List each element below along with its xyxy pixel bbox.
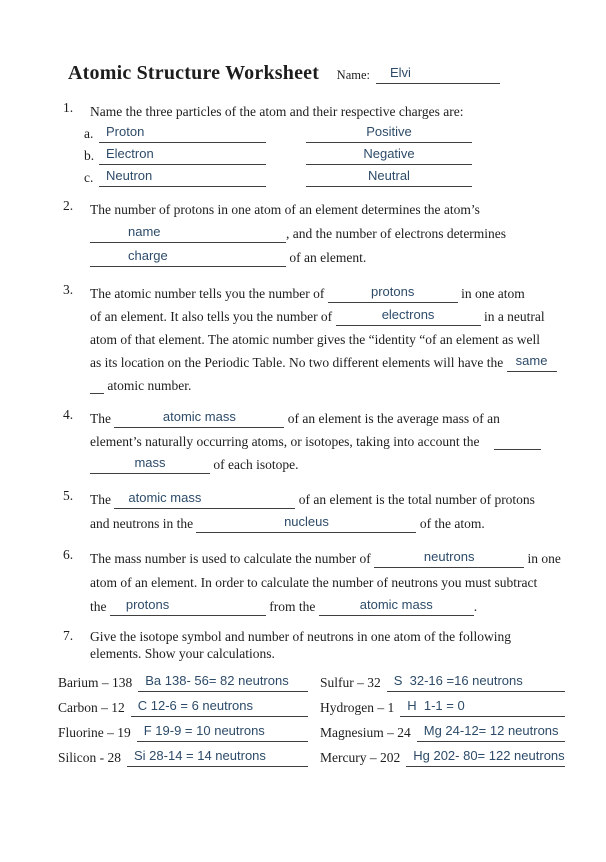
name-area: [337, 67, 500, 84]
question-3-body: [90, 282, 578, 397]
q4-line-1-post: of an element is the average mass of an: [287, 411, 500, 426]
q6-blank-neutrons: [374, 551, 524, 568]
isotope-label-barium: Barium – 138: [58, 675, 133, 690]
question-3-number: 3.: [63, 282, 74, 297]
q1-letter-b: b.: [84, 148, 95, 163]
q3-line-1-post: in one atom: [461, 286, 525, 301]
question-7-body: [90, 628, 578, 662]
q1-particle-blank-b: [99, 148, 266, 165]
isotope-row-barium: [58, 674, 308, 699]
isotope-row-mercury: [320, 749, 565, 774]
q1-charge-blank-a: [306, 126, 472, 143]
q1-row-c: [84, 167, 578, 189]
isotope-answer-silicon: Si 28-14 = 14 neutrons: [134, 748, 266, 763]
q1-particle-answer-b: Electron: [106, 146, 154, 161]
isotope-answer-mercury: Hg 202- 80= 122 neutrons: [413, 748, 565, 763]
q5-line-1-pre: The: [90, 492, 111, 507]
q2-answer-charge: charge: [128, 248, 168, 263]
q6-answer-atomic-mass: atomic mass: [359, 597, 433, 612]
question-6: [63, 547, 578, 619]
q3-answer-same: same: [515, 353, 548, 368]
question-1-number: 1.: [63, 100, 74, 115]
q5-line-2: [90, 512, 578, 536]
q6-line-2: atom of an element. In order to calculate the number of neutrons you must subtract: [90, 575, 538, 590]
isotope-label-mercury: Mercury – 202: [320, 750, 401, 765]
q1-charge-answer-a: Positive: [366, 124, 412, 139]
isotope-label-magnesium: Magnesium – 24: [320, 725, 411, 740]
q6-line-1-post: in one: [527, 551, 561, 566]
q2-line-2-text: , and the number of electrons determines: [286, 226, 507, 241]
isotope-row-hydrogen: [320, 699, 565, 724]
q1-charge-answer-c: Neutral: [368, 168, 410, 183]
q4-line-2: [90, 430, 578, 453]
q3-blank-protons: [328, 286, 458, 303]
isotope-label-hydrogen: Hydrogen – 1: [320, 700, 395, 715]
q3-line-5: [90, 374, 578, 397]
isotope-table: [58, 673, 565, 774]
q3-answer-electrons: electrons: [381, 307, 435, 322]
q7-line-1: Give the isotope symbol and number of neutrons in one atom of the following: [90, 629, 512, 644]
question-5-number: 5.: [63, 488, 74, 503]
question-6-number: 6.: [63, 547, 74, 562]
q3-line-2-post: in a neutral: [483, 309, 545, 324]
q3-blank-same: [507, 355, 557, 372]
q4-line-1: [90, 407, 578, 430]
q6-blank-atomic-mass: [319, 599, 474, 616]
isotope-row-silicon: [58, 749, 308, 774]
isotope-answer-hydrogen: H 1-1 = 0: [407, 698, 465, 713]
isotope-answer-fluorine: F 19-9 = 10 neutrons: [143, 723, 265, 738]
q2-line-3-text: of an element.: [289, 250, 367, 265]
name-value: Elvi: [390, 65, 411, 80]
name-field: [376, 67, 500, 84]
isotope-row-fluorine: [58, 724, 308, 749]
isotope-answer-sulfur: S 32-16 =16 neutrons: [393, 673, 523, 688]
q1-particle-answer-a: Proton: [106, 124, 145, 139]
q6-line-3-pre: the: [90, 599, 107, 614]
q6-line-1-pre: The mass number is used to calculate the number of: [90, 551, 371, 566]
isotope-answer-magnesium: Mg 24-12= 12 neutrons: [423, 723, 559, 738]
q3-line-3: atom of that element. The atomic number gives the “identity “of an element as well: [90, 332, 540, 347]
isotope-column-right: [320, 674, 565, 774]
q4-line-3-text: of each isotope.: [213, 457, 299, 472]
question-2-number: 2.: [63, 198, 74, 213]
q3-line-2-pre: of an element. It also tells you the number of: [90, 309, 333, 324]
q4-answer-mass: mass: [134, 455, 166, 470]
header: [68, 62, 500, 85]
question-4-number: 4.: [63, 407, 74, 422]
isotope-row-sulfur: [320, 674, 565, 699]
q4-answer-atomic-mass: atomic mass: [162, 409, 236, 424]
q7-line-2: elements. Show your calculations.: [90, 646, 275, 661]
q4-line-1-pre: The: [90, 411, 111, 426]
q2-blank-charge: [90, 250, 286, 267]
q5-line-1-post: of an element is the total number of protons: [298, 492, 535, 507]
q5-line-2-post: of the atom.: [419, 516, 485, 531]
q6-line-3: [90, 595, 578, 619]
isotope-label-silicon: Silicon - 28: [58, 750, 121, 765]
isotope-blank-mercury: [406, 749, 564, 767]
q2-line-1: The number of protons in one atom of an element determines the atom’s: [90, 202, 480, 217]
q1-letter-a: a.: [84, 126, 94, 141]
isotope-blank-sulfur: [387, 674, 565, 692]
q3-line-1: [90, 282, 578, 305]
q6-line-3-mid: from the: [269, 599, 316, 614]
worksheet-page: [0, 62, 606, 862]
q5-blank-atomic-mass: [114, 492, 295, 509]
question-5-body: [90, 488, 578, 536]
q3-answer-protons: protons: [371, 284, 415, 299]
isotope-blank-fluorine: [137, 724, 308, 742]
name-label: Name:: [336, 68, 370, 82]
q5-answer-nucleus: nucleus: [284, 514, 329, 529]
isotope-row-magnesium: [320, 724, 565, 749]
isotope-blank-carbon: [131, 699, 308, 717]
q5-line-2-pre: and neutrons in the: [90, 516, 194, 531]
q3-small-blank: [90, 377, 104, 394]
q1-row-a: [84, 123, 578, 145]
q4-empty-blank: [494, 433, 541, 450]
question-6-body: [90, 547, 578, 619]
q4-line-3: [90, 453, 578, 476]
q1-letter-c: c.: [84, 170, 94, 185]
q2-line-2: [90, 222, 578, 246]
q6-answer-neutrons: neutrons: [423, 549, 475, 564]
q5-answer-atomic-mass: atomic mass: [128, 490, 202, 505]
isotope-column-left: [58, 674, 308, 774]
question-2-body: [90, 198, 578, 270]
q1-charge-answer-b: Negative: [363, 146, 415, 161]
question-3: [63, 282, 578, 397]
question-4: [63, 407, 578, 476]
isotope-label-sulfur: Sulfur – 32: [320, 675, 381, 690]
q2-line-3: [90, 246, 578, 270]
isotope-answer-carbon: C 12-6 = 6 neutrons: [137, 698, 254, 713]
q3-line-4: [90, 351, 578, 374]
page-title: Atomic Structure Worksheet: [68, 62, 320, 84]
q1-charge-blank-b: [306, 148, 472, 165]
q3-line-4-pre: as its location on the Periodic Table. No two different elements will have the: [90, 355, 504, 370]
isotope-answer-barium: Ba 138- 56= 82 neutrons: [145, 673, 289, 688]
isotope-blank-silicon: [127, 749, 308, 767]
q4-line-2-text: element’s naturally occurring atoms, or isotopes, taking into account the: [90, 434, 480, 449]
q6-line-1: [90, 547, 578, 571]
q1-row-b: [84, 145, 578, 167]
isotope-blank-hydrogen: [400, 699, 564, 717]
q3-line-5-text: atomic number.: [107, 378, 192, 393]
question-7: [63, 628, 578, 662]
question-1-body: [84, 100, 578, 189]
q5-line-1: [90, 488, 578, 512]
q3-line-2: [90, 305, 578, 328]
question-2: [63, 198, 578, 270]
isotope-label-carbon: Carbon – 12: [58, 700, 125, 715]
q1-particle-answer-c: Neutron: [106, 168, 153, 183]
q1-prompt: Name the three particles of the atom and their respective charges are:: [90, 104, 464, 119]
q1-particle-blank-a: [99, 126, 266, 143]
question-4-body: [90, 407, 578, 476]
q4-blank-mass: [90, 457, 210, 474]
q1-charge-blank-c: [306, 170, 472, 187]
q2-blank-name: [90, 226, 286, 243]
question-5: [63, 488, 578, 536]
question-7-number: 7.: [63, 628, 74, 643]
question-1: [63, 100, 578, 189]
q1-particle-blank-c: [99, 170, 266, 187]
q2-answer-name: name: [128, 224, 161, 239]
q3-blank-electrons: [336, 309, 481, 326]
q6-blank-protons: [110, 599, 266, 616]
q6-answer-protons: protons: [125, 597, 170, 612]
q5-blank-nucleus: [196, 516, 416, 533]
isotope-row-carbon: [58, 699, 308, 724]
q6-line-3-end: .: [473, 599, 478, 614]
isotope-blank-magnesium: [417, 724, 565, 742]
isotope-blank-barium: [138, 674, 308, 692]
q4-blank-atomic-mass: [114, 411, 284, 428]
isotope-label-fluorine: Fluorine – 19: [58, 725, 131, 740]
q3-line-1-pre: The atomic number tells you the number of: [90, 286, 325, 301]
